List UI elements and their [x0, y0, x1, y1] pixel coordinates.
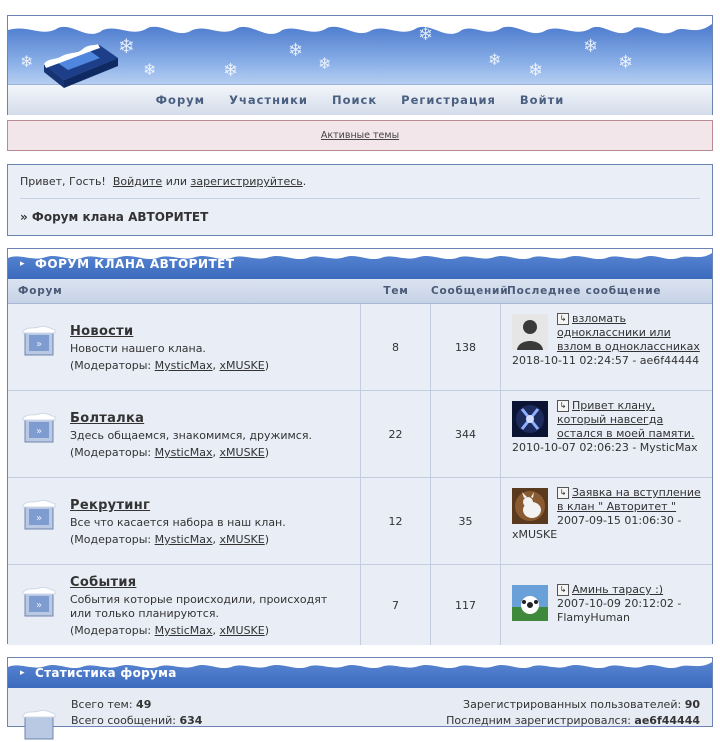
forum-description: Все что касается набора в наш клан. — [70, 516, 286, 529]
last-post — [501, 565, 712, 645]
active-topics-link[interactable]: Активные темы — [320, 130, 400, 141]
moderator-link[interactable]: xMUSKE — [219, 446, 265, 459]
forum-row — [8, 565, 712, 645]
forum-moderators — [70, 533, 352, 546]
breadcrumb: » Форум клана АВТОРИТЕТ — [20, 210, 209, 224]
avatar[interactable] — [512, 314, 548, 350]
mods-sep: , — [212, 446, 220, 459]
nav-login[interactable]: Войти — [519, 93, 565, 107]
nav-register[interactable]: Регистрация — [401, 93, 496, 107]
forum-title-link[interactable]: Болталка — [70, 411, 145, 426]
mods-prefix: (Модераторы: — [70, 624, 155, 637]
site-logo[interactable] — [38, 36, 124, 86]
forum-folder-icon — [22, 411, 56, 445]
forum-category — [7, 248, 713, 644]
moderator-link[interactable]: MysticMax — [154, 446, 213, 459]
svg-text:»: » — [35, 600, 43, 611]
forum-table-header — [8, 279, 712, 304]
stats-header — [8, 658, 712, 688]
topic-count: 7 — [361, 565, 431, 645]
value: 90 — [684, 698, 700, 711]
post-count: 35 — [431, 478, 501, 564]
value: 634 — [179, 714, 203, 727]
nav-search[interactable]: Поиск — [331, 93, 378, 107]
post-count: 344 — [431, 391, 501, 477]
forum-row — [8, 304, 712, 391]
last-post-meta: 2007-09-15 01:06:30 - xMUSKE — [512, 514, 682, 541]
snowflake-icon: ❄ — [528, 60, 544, 81]
last-registered — [446, 714, 700, 727]
mods-prefix: (Модераторы: — [70, 359, 155, 372]
snowflake-icon: ❄ — [118, 34, 135, 58]
forum-title-link[interactable]: События — [70, 575, 137, 590]
svg-text:»: » — [35, 426, 43, 437]
label: Зарегистрированных пользователей: — [463, 698, 685, 711]
stats-body — [8, 688, 712, 728]
forum-folder-icon — [22, 498, 56, 532]
mods-suffix: ) — [264, 624, 270, 637]
mods-sep: , — [212, 533, 220, 546]
value: ae6f44444 — [634, 714, 700, 727]
topic-count: 22 — [361, 391, 431, 477]
forum-title-link[interactable]: Новости — [70, 324, 134, 339]
snowflake-icon: ❄ — [223, 60, 239, 81]
forum-row — [8, 478, 712, 565]
forum-moderators — [70, 359, 352, 372]
forum-description: События которые происходили, происходят или только планируются. — [70, 593, 328, 620]
forum-info — [8, 391, 361, 477]
divider — [20, 198, 700, 199]
avatar[interactable] — [512, 401, 548, 437]
forum-moderators — [70, 446, 352, 459]
post-count: 117 — [431, 565, 501, 645]
nav-members[interactable]: Участники — [229, 93, 308, 107]
snowflake-icon: ❄ — [20, 52, 34, 71]
snowflake-icon: ❄ — [488, 50, 502, 69]
mods-sep: , — [212, 624, 220, 637]
moderator-link[interactable]: MysticMax — [154, 359, 213, 372]
forum-folder-icon — [22, 585, 56, 619]
forum-description: Здесь общаемся, знакомимся, дружимся. — [70, 429, 312, 442]
last-post — [501, 478, 712, 564]
forum-info — [8, 304, 361, 390]
last-post — [501, 304, 712, 390]
active-topics-bar — [7, 120, 713, 151]
column-posts: Сообщений — [431, 285, 509, 297]
last-post-link[interactable]: Аминь тарасу :) — [572, 583, 664, 596]
snowflake-icon: ❄ — [143, 60, 157, 79]
moderator-link[interactable]: MysticMax — [154, 624, 213, 637]
stats-icon — [22, 708, 56, 742]
main-navigation — [8, 84, 712, 115]
go-to-post-icon[interactable]: ↳ — [557, 584, 569, 596]
label: Последним зарегистрировался: — [446, 714, 635, 727]
mods-sep: , — [212, 359, 220, 372]
header-banner — [8, 16, 712, 84]
go-to-post-icon[interactable]: ↳ — [557, 313, 569, 325]
mods-suffix: ) — [264, 446, 270, 459]
mods-prefix: (Модераторы: — [70, 533, 155, 546]
moderator-link[interactable]: xMUSKE — [219, 624, 265, 637]
column-forum: Форум — [18, 285, 63, 297]
avatar[interactable] — [512, 488, 548, 524]
last-post-link[interactable]: взломать одноклассники или взлом в одноклассниках — [557, 312, 700, 353]
greeting-text: Привет, Гость! — [20, 175, 106, 188]
nav-forum[interactable]: Форум — [155, 93, 206, 107]
moderator-link[interactable]: xMUSKE — [219, 359, 265, 372]
label: Всего тем: — [71, 698, 137, 711]
collapse-arrow-icon[interactable]: ▸ — [20, 259, 25, 269]
snowflake-icon: ❄ — [418, 24, 434, 45]
or-text: или — [165, 175, 188, 188]
last-post-meta: 2007-10-09 20:12:02 - FlamyHuman — [557, 597, 682, 624]
topic-count: 12 — [361, 478, 431, 564]
last-post-meta: 2018-10-11 02:24:57 - ae6f44444 — [512, 354, 700, 367]
go-to-post-icon[interactable]: ↳ — [557, 487, 569, 499]
collapse-arrow-icon[interactable]: ▸ — [20, 668, 25, 678]
category-header — [8, 249, 712, 279]
login-link[interactable]: Войдите — [112, 175, 163, 188]
period-text: . — [302, 175, 307, 188]
mods-suffix: ) — [264, 533, 270, 546]
forum-info — [8, 565, 361, 645]
greeting-line — [20, 175, 700, 188]
last-post-link[interactable]: Заявка на вступление в клан " Авторитет " — [557, 486, 701, 513]
forum-moderators — [70, 624, 352, 637]
avatar[interactable] — [512, 585, 548, 621]
mods-suffix: ) — [264, 359, 270, 372]
go-to-post-icon[interactable]: ↳ — [557, 400, 569, 412]
last-post-link[interactable]: Привет клану, который навсегда остался в моей памяти. — [557, 399, 695, 440]
topic-count: 8 — [361, 304, 431, 390]
forum-row — [8, 391, 712, 478]
column-last-post: Последнее сообщение — [507, 285, 662, 297]
label: Всего сообщений: — [71, 714, 180, 727]
snowflake-icon: ❄ — [583, 36, 599, 57]
register-link[interactable]: зарегистрируйтесь — [190, 175, 303, 188]
last-post-meta: 2010-10-07 02:06:23 - MysticMax — [512, 441, 698, 454]
category-title[interactable]: ФОРУМ КЛАНА АВТОРИТЕТ — [35, 257, 235, 271]
total-topics — [71, 698, 151, 711]
last-post — [501, 391, 712, 477]
svg-text:»: » — [35, 513, 43, 524]
snowflake-icon: ❄ — [288, 40, 304, 61]
moderator-link[interactable]: xMUSKE — [219, 533, 265, 546]
value: 49 — [136, 698, 152, 711]
total-posts — [71, 714, 202, 727]
forum-info — [8, 478, 361, 564]
site-header — [7, 15, 713, 115]
snowflake-icon: ❄ — [618, 52, 634, 73]
svg-text:»: » — [35, 339, 43, 350]
column-topics: Тем — [383, 285, 409, 297]
guest-welcome-box — [7, 164, 713, 236]
snowflake-icon: ❄ — [318, 54, 332, 73]
forum-statistics — [7, 657, 713, 727]
forum-title-link[interactable]: Рекрутинг — [70, 498, 151, 513]
post-count: 138 — [431, 304, 501, 390]
stats-title[interactable]: Статистика форума — [35, 666, 177, 680]
moderator-link[interactable]: MysticMax — [154, 533, 213, 546]
registered-users — [463, 698, 700, 711]
forum-folder-icon — [22, 324, 56, 358]
mods-prefix: (Модераторы: — [70, 446, 155, 459]
forum-description: Новости нашего клана. — [70, 342, 206, 355]
